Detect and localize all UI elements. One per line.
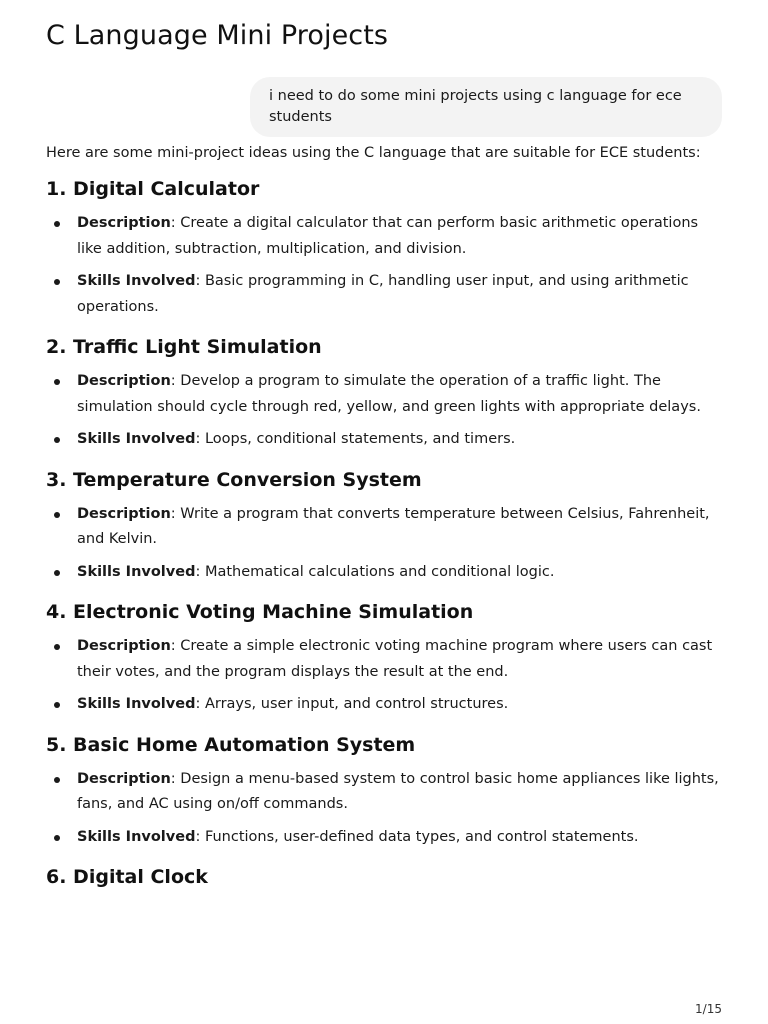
section-heading: 6. Digital Clock xyxy=(46,866,208,888)
bullet-text: : Loops, conditional statements, and timers. xyxy=(195,431,516,447)
response-content xyxy=(46,142,723,899)
list-item xyxy=(46,767,723,818)
section-heading: 5. Basic Home Automation System xyxy=(46,733,416,756)
list-item xyxy=(46,825,723,851)
bullet-dot-icon xyxy=(54,512,60,518)
bullet-text: : Write a program that converts temperature between Celsius, Fahrenheit, and Kelvin. xyxy=(77,505,710,547)
bullet-dot-icon xyxy=(54,379,60,385)
bullet-dot-icon xyxy=(54,644,60,650)
intro-paragraph: Here are some mini-project ideas using the C language that are suitable for ECE students: xyxy=(46,145,701,161)
bullet-text: : Design a menu-based system to control basic home appliances like lights, fans, and AC using on/off commands. xyxy=(77,770,719,812)
bullet-list xyxy=(46,211,723,320)
list-item xyxy=(46,211,723,262)
bullet-label: Description xyxy=(77,505,171,522)
bullet-dot-icon xyxy=(54,835,60,841)
bullet-list xyxy=(46,767,723,851)
bullet-label: Skills Involved xyxy=(77,828,196,845)
section-heading: 2. Traffic Light Simulation xyxy=(46,336,322,358)
bullet-label: Description xyxy=(77,638,171,654)
list-item xyxy=(46,369,723,420)
bullet-text: : Basic programming in C, handling user input, and using arithmetic operations. xyxy=(77,273,689,315)
bullet-label: Description xyxy=(77,215,171,231)
list-item xyxy=(46,502,723,553)
bullet-text: : Mathematical calculations and conditional logic. xyxy=(195,563,555,580)
list-item xyxy=(46,692,723,718)
bullet-text: : Create a digital calculator that can perform basic arithmetic operations like addition, subtraction, multiplication, and division. xyxy=(77,215,699,257)
page-number: 1/15 xyxy=(695,1002,722,1016)
bullet-dot-icon xyxy=(54,702,60,708)
bullet-label: Skills Involved xyxy=(77,696,196,712)
bullet-list xyxy=(46,634,723,718)
list-item xyxy=(46,634,723,685)
bullet-label: Skills Involved xyxy=(77,431,196,447)
bullet-dot-icon xyxy=(54,279,60,285)
page-title: C Language Mini Projects xyxy=(46,20,389,51)
list-item xyxy=(46,269,723,320)
user-message-bubble: i need to do some mini projects using c language for ece students xyxy=(250,77,722,137)
section-heading: 4. Electronic Voting Machine Simulation xyxy=(46,601,474,623)
bullet-dot-icon xyxy=(54,570,60,576)
bullet-list xyxy=(46,369,723,453)
bullet-text: : Functions, user-defined data types, and control statements. xyxy=(195,828,639,845)
bullet-dot-icon xyxy=(54,221,60,227)
bullet-label: Description xyxy=(77,373,171,389)
bullet-label: Description xyxy=(77,770,171,787)
section-heading: 3. Temperature Conversion System xyxy=(46,468,422,491)
bullet-dot-icon xyxy=(54,437,60,443)
bullet-label: Skills Involved xyxy=(77,273,196,289)
bullet-text: : Arrays, user input, and control structures. xyxy=(195,696,509,712)
bullet-text: : Develop a program to simulate the operation of a traffic light. The simulation should cycle through red, yellow, and green lights with appropriate delays. xyxy=(77,373,701,415)
bullet-dot-icon xyxy=(54,777,60,783)
project-sections xyxy=(46,176,723,890)
bullet-text: : Create a simple electronic voting machine program where users can cast their votes, and the program displays the result at the end. xyxy=(77,638,713,680)
bullet-list xyxy=(46,502,723,586)
list-item xyxy=(46,560,723,586)
section-heading: 1. Digital Calculator xyxy=(46,178,260,200)
bullet-label: Skills Involved xyxy=(77,563,196,580)
list-item xyxy=(46,427,723,453)
